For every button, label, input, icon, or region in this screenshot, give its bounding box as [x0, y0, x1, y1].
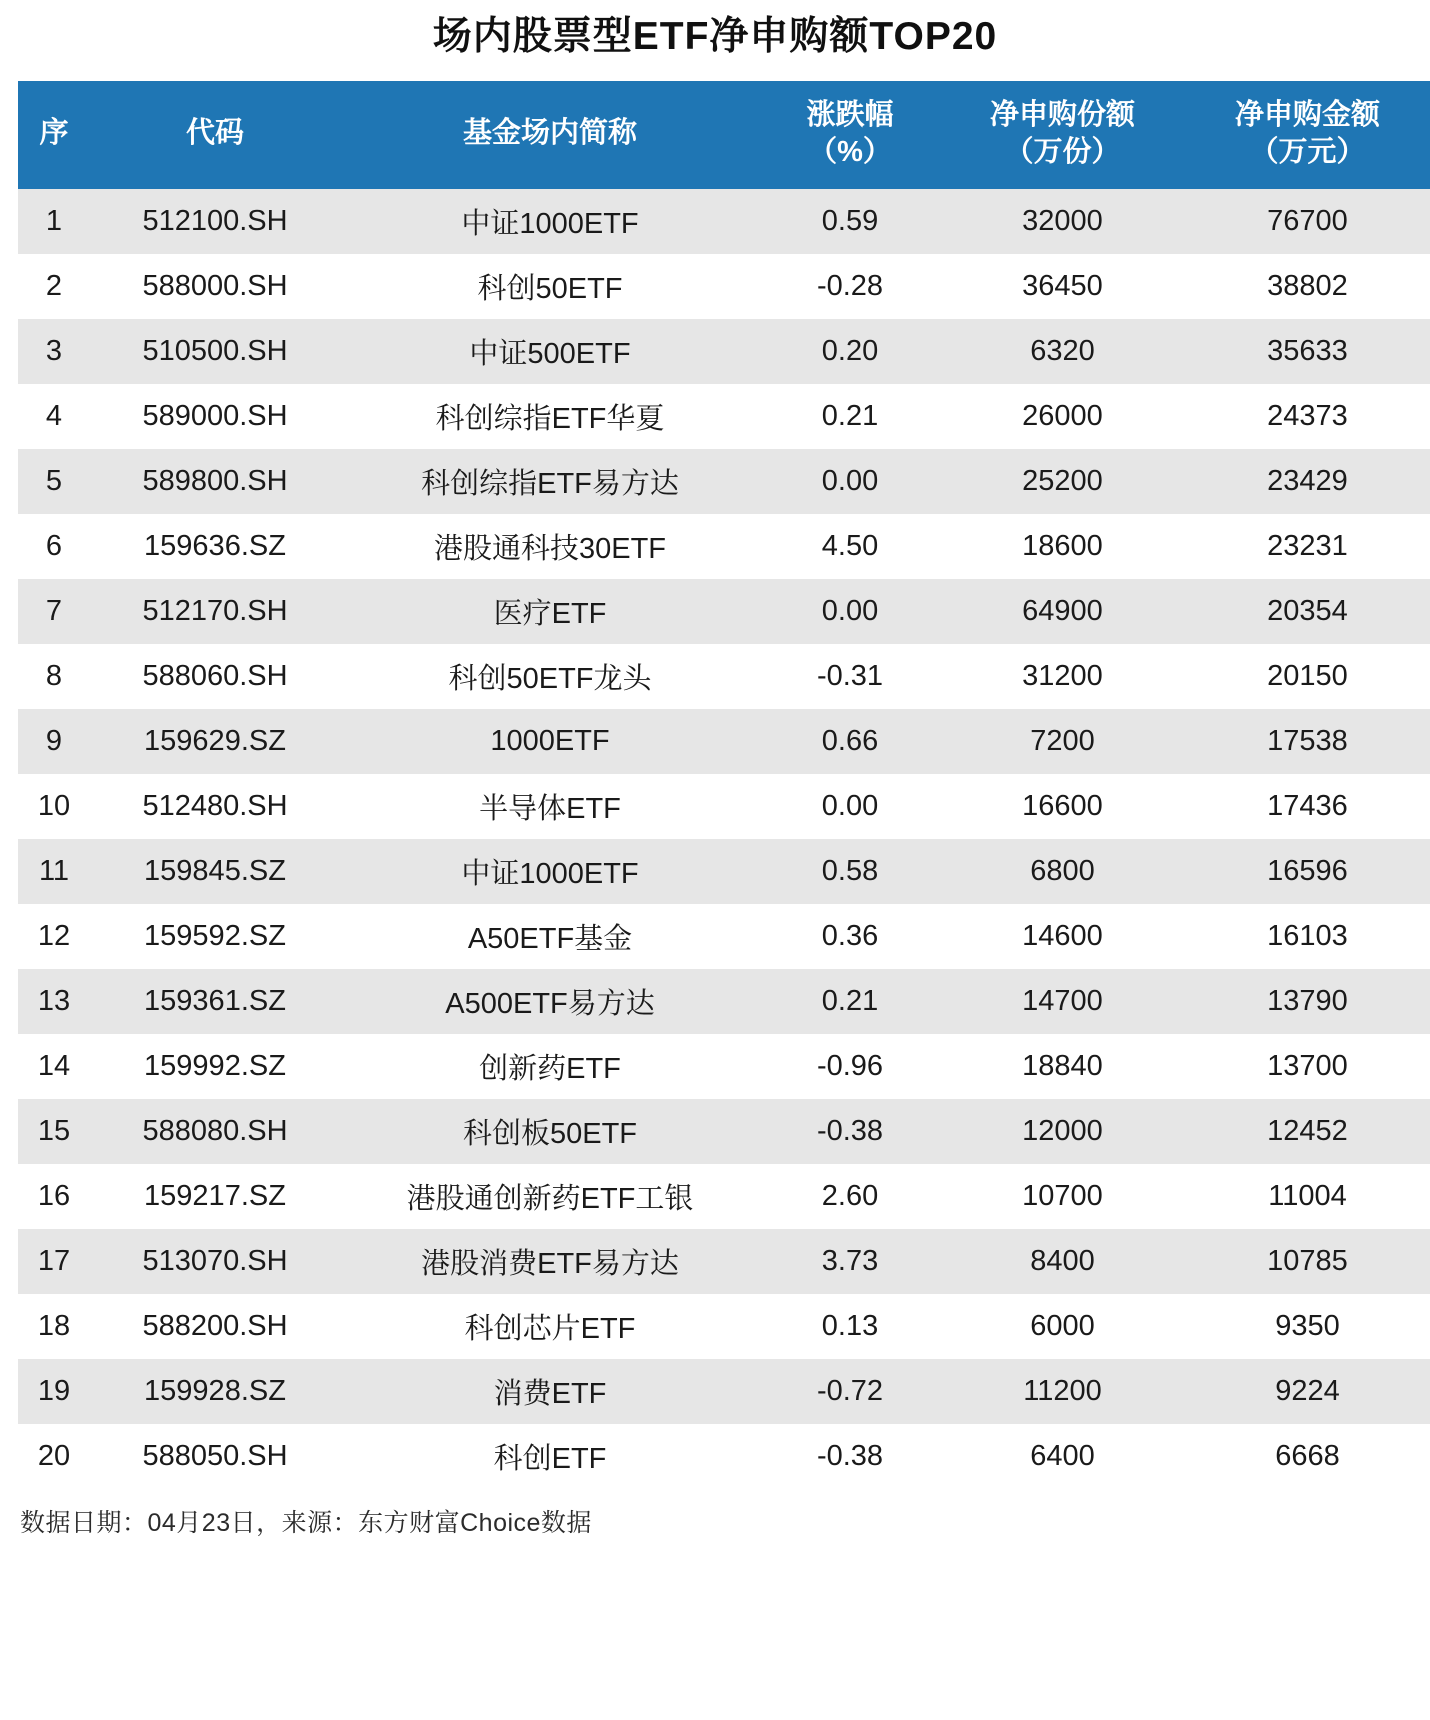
table-row — [18, 1229, 1430, 1294]
cell-index: 9 — [18, 709, 90, 774]
column-header-name — [340, 81, 760, 189]
cell-name: 中证500ETF — [340, 319, 760, 384]
cell-net-share: 6320 — [940, 319, 1185, 384]
column-header-index-label: 序 — [39, 117, 69, 150]
cell-change: 0.21 — [760, 384, 940, 449]
cell-code: 588060.SH — [90, 644, 340, 709]
column-header-net-amount-unit: （万元） — [1249, 135, 1366, 168]
cell-name: A50ETF基金 — [340, 904, 760, 969]
cell-net-share: 12000 — [940, 1099, 1185, 1164]
cell-index: 4 — [18, 384, 90, 449]
cell-index: 15 — [18, 1099, 90, 1164]
cell-net-share: 6800 — [940, 839, 1185, 904]
cell-index: 16 — [18, 1164, 90, 1229]
cell-name: 科创芯片ETF — [340, 1294, 760, 1359]
cell-code: 159629.SZ — [90, 709, 340, 774]
cell-change: 3.73 — [760, 1229, 940, 1294]
cell-name: 中证1000ETF — [340, 839, 760, 904]
cell-change: -0.38 — [760, 1099, 940, 1164]
cell-change: 0.20 — [760, 319, 940, 384]
cell-net-amount: 20354 — [1185, 579, 1430, 644]
cell-net-share: 18600 — [940, 514, 1185, 579]
table-body — [18, 189, 1430, 1489]
cell-change: 2.60 — [760, 1164, 940, 1229]
cell-name: 消费ETF — [340, 1359, 760, 1424]
column-header-net-share-unit: （万份） — [1004, 135, 1121, 168]
table-row — [18, 839, 1430, 904]
cell-name: 科创综指ETF易方达 — [340, 449, 760, 514]
table-row — [18, 1099, 1430, 1164]
table-row — [18, 774, 1430, 839]
cell-code: 589800.SH — [90, 449, 340, 514]
cell-name: 港股通创新药ETF工银 — [340, 1164, 760, 1229]
cell-net-share: 8400 — [940, 1229, 1185, 1294]
table-row — [18, 189, 1430, 254]
table-row — [18, 1424, 1430, 1489]
column-header-code — [90, 81, 340, 189]
cell-name: 科创ETF — [340, 1424, 760, 1489]
cell-net-amount: 76700 — [1185, 189, 1430, 254]
cell-code: 159992.SZ — [90, 1034, 340, 1099]
cell-code: 589000.SH — [90, 384, 340, 449]
cell-code: 513070.SH — [90, 1229, 340, 1294]
cell-net-share: 10700 — [940, 1164, 1185, 1229]
cell-net-share: 14600 — [940, 904, 1185, 969]
cell-code: 159845.SZ — [90, 839, 340, 904]
table-header-row — [18, 81, 1430, 189]
cell-net-share: 16600 — [940, 774, 1185, 839]
cell-index: 3 — [18, 319, 90, 384]
cell-index: 19 — [18, 1359, 90, 1424]
column-header-net-amount-label: 净申购金额 — [1234, 98, 1380, 131]
cell-change: -0.28 — [760, 254, 940, 319]
cell-change: 0.00 — [760, 774, 940, 839]
cell-net-amount: 20150 — [1185, 644, 1430, 709]
column-header-change-unit: （%） — [808, 135, 892, 168]
cell-net-share: 6000 — [940, 1294, 1185, 1359]
cell-net-amount: 11004 — [1185, 1164, 1430, 1229]
cell-index: 18 — [18, 1294, 90, 1359]
cell-net-share: 11200 — [940, 1359, 1185, 1424]
cell-net-amount: 9224 — [1185, 1359, 1430, 1424]
cell-net-amount: 17436 — [1185, 774, 1430, 839]
cell-index: 7 — [18, 579, 90, 644]
cell-change: 0.21 — [760, 969, 940, 1034]
table-row — [18, 1164, 1430, 1229]
cell-change: -0.72 — [760, 1359, 940, 1424]
cell-net-amount: 16103 — [1185, 904, 1430, 969]
cell-code: 512100.SH — [90, 189, 340, 254]
cell-name: 中证1000ETF — [340, 189, 760, 254]
table-row — [18, 254, 1430, 319]
cell-net-share: 36450 — [940, 254, 1185, 319]
cell-code: 512480.SH — [90, 774, 340, 839]
cell-net-amount: 6668 — [1185, 1424, 1430, 1489]
cell-net-amount: 35633 — [1185, 319, 1430, 384]
cell-name: 科创50ETF龙头 — [340, 644, 760, 709]
cell-net-amount: 17538 — [1185, 709, 1430, 774]
cell-index: 12 — [18, 904, 90, 969]
page-title: 场内股票型ETF净申购额TOP20 — [432, 15, 998, 58]
cell-code: 159592.SZ — [90, 904, 340, 969]
cell-net-share: 18840 — [940, 1034, 1185, 1099]
column-header-change — [760, 81, 940, 189]
cell-code: 588000.SH — [90, 254, 340, 319]
cell-code: 588080.SH — [90, 1099, 340, 1164]
cell-net-share: 32000 — [940, 189, 1185, 254]
cell-index: 2 — [18, 254, 90, 319]
cell-change: -0.38 — [760, 1424, 940, 1489]
column-header-index — [18, 81, 90, 189]
cell-name: 半导体ETF — [340, 774, 760, 839]
table-row — [18, 579, 1430, 644]
cell-code: 159217.SZ — [90, 1164, 340, 1229]
cell-name: 科创板50ETF — [340, 1099, 760, 1164]
cell-code: 510500.SH — [90, 319, 340, 384]
cell-change: 0.66 — [760, 709, 940, 774]
cell-net-amount: 38802 — [1185, 254, 1430, 319]
cell-net-amount: 10785 — [1185, 1229, 1430, 1294]
table-row — [18, 449, 1430, 514]
column-header-change-label: 涨跌幅 — [806, 98, 894, 131]
cell-name: A500ETF易方达 — [340, 969, 760, 1034]
cell-index: 13 — [18, 969, 90, 1034]
table-row — [18, 1294, 1430, 1359]
cell-net-amount: 9350 — [1185, 1294, 1430, 1359]
cell-net-share: 26000 — [940, 384, 1185, 449]
cell-code: 512170.SH — [90, 579, 340, 644]
table-row — [18, 644, 1430, 709]
column-header-code-label: 代码 — [185, 117, 244, 150]
cell-net-amount: 23429 — [1185, 449, 1430, 514]
cell-name: 港股通科技30ETF — [340, 514, 760, 579]
cell-index: 20 — [18, 1424, 90, 1489]
cell-index: 17 — [18, 1229, 90, 1294]
table-row — [18, 709, 1430, 774]
table-header — [18, 81, 1430, 189]
table-row — [18, 904, 1430, 969]
cell-name: 1000ETF — [340, 709, 760, 774]
column-header-name-label: 基金场内简称 — [462, 117, 637, 150]
cell-name: 港股消费ETF易方达 — [340, 1229, 760, 1294]
column-header-net-share-label: 净申购份额 — [989, 98, 1135, 131]
table-row — [18, 319, 1430, 384]
cell-code: 159636.SZ — [90, 514, 340, 579]
cell-net-share: 31200 — [940, 644, 1185, 709]
cell-net-share: 64900 — [940, 579, 1185, 644]
cell-change: 0.58 — [760, 839, 940, 904]
column-header-net-amount — [1185, 81, 1430, 189]
column-header-net-share — [940, 81, 1185, 189]
cell-code: 588200.SH — [90, 1294, 340, 1359]
cell-index: 14 — [18, 1034, 90, 1099]
cell-index: 11 — [18, 839, 90, 904]
cell-code: 159361.SZ — [90, 969, 340, 1034]
cell-net-amount: 13790 — [1185, 969, 1430, 1034]
cell-net-amount: 12452 — [1185, 1099, 1430, 1164]
cell-net-share: 14700 — [940, 969, 1185, 1034]
cell-net-amount: 16596 — [1185, 839, 1430, 904]
cell-net-amount: 24373 — [1185, 384, 1430, 449]
table-row — [18, 384, 1430, 449]
cell-change: 0.36 — [760, 904, 940, 969]
table-row — [18, 1359, 1430, 1424]
table-row — [18, 1034, 1430, 1099]
cell-index: 5 — [18, 449, 90, 514]
cell-change: -0.31 — [760, 644, 940, 709]
cell-code: 588050.SH — [90, 1424, 340, 1489]
cell-name: 科创50ETF — [340, 254, 760, 319]
table-row — [18, 514, 1430, 579]
cell-change: 0.59 — [760, 189, 940, 254]
cell-net-share: 7200 — [940, 709, 1185, 774]
cell-index: 10 — [18, 774, 90, 839]
cell-change: 0.00 — [760, 449, 940, 514]
cell-net-share: 6400 — [940, 1424, 1185, 1489]
cell-net-amount: 13700 — [1185, 1034, 1430, 1099]
cell-change: 0.13 — [760, 1294, 940, 1359]
cell-name: 创新药ETF — [340, 1034, 760, 1099]
etf-ranking-table — [18, 81, 1430, 1489]
table-row — [18, 969, 1430, 1034]
cell-code: 159928.SZ — [90, 1359, 340, 1424]
cell-change: 0.00 — [760, 579, 940, 644]
cell-name: 科创综指ETF华夏 — [340, 384, 760, 449]
cell-index: 6 — [18, 514, 90, 579]
cell-change: 4.50 — [760, 514, 940, 579]
cell-change: -0.96 — [760, 1034, 940, 1099]
source-note: 数据日期：04月23日，来源：东方财富Choice数据 — [20, 1509, 592, 1538]
cell-index: 1 — [18, 189, 90, 254]
cell-net-share: 25200 — [940, 449, 1185, 514]
cell-net-amount: 23231 — [1185, 514, 1430, 579]
cell-name: 医疗ETF — [340, 579, 760, 644]
cell-index: 8 — [18, 644, 90, 709]
